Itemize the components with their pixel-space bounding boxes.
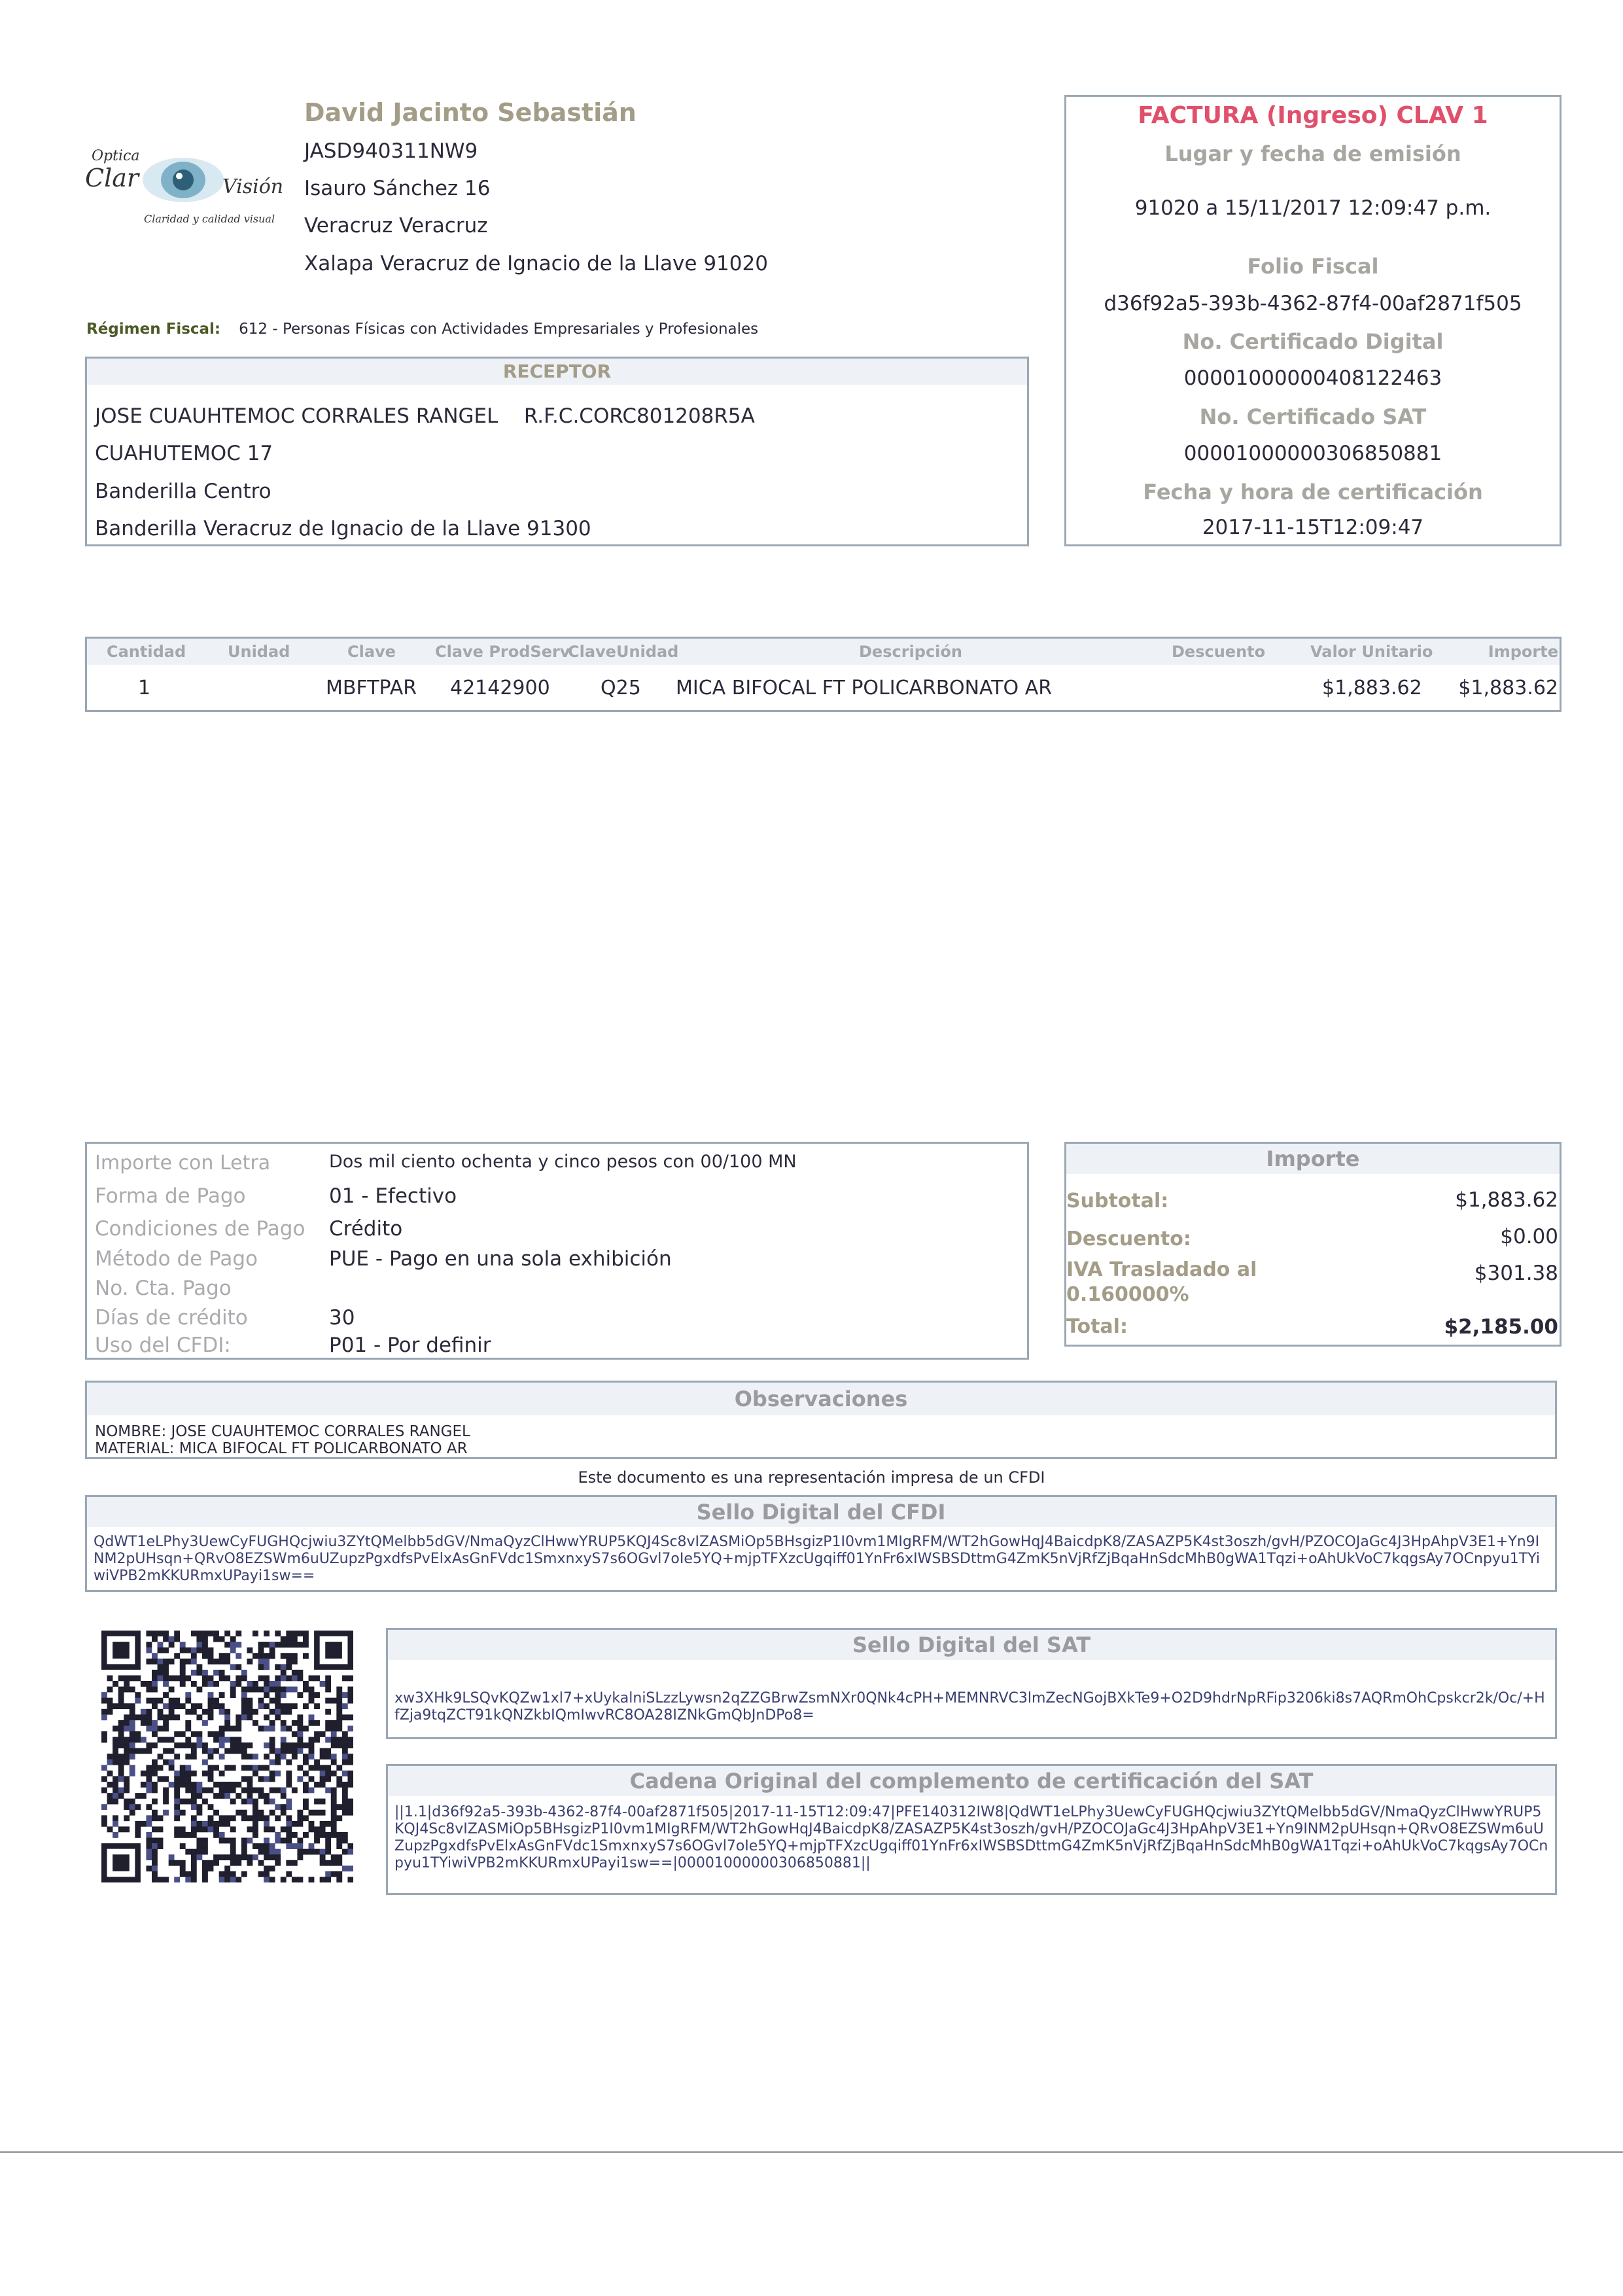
observaciones-line-1: NOMBRE: JOSE CUAUHTEMOC CORRALES RANGEL	[95, 1423, 470, 1440]
receptor-location: Banderilla Veracruz de Ignacio de la Llave 91300	[95, 517, 591, 540]
col-clave-prodserv: Clave ProdServ	[435, 643, 570, 661]
observaciones-header: Observaciones	[87, 1383, 1555, 1415]
metodo-pago-value: PUE - Pago en una sola exhibición	[329, 1247, 672, 1271]
total-label: Total:	[1066, 1315, 1128, 1338]
sello-sat-header: Sello Digital del SAT	[388, 1630, 1555, 1660]
receptor-street: CUAHUTEMOC 17	[95, 442, 273, 465]
cert-digital-value: 00001000000408122463	[1183, 366, 1442, 390]
svg-text:Clar: Clar	[85, 164, 139, 192]
regimen-label: Régimen Fiscal:	[86, 321, 221, 338]
place-date-value: 91020 a 15/11/2017 12:09:47 p.m.	[1134, 196, 1492, 220]
receptor-box	[85, 357, 1029, 546]
cert-date-value: 2017-11-15T12:09:47	[1202, 516, 1424, 539]
cert-sat-value: 00001000000306850881	[1183, 442, 1442, 465]
condiciones-label: Condiciones de Pago	[95, 1217, 305, 1241]
cuenta-pago-label: No. Cta. Pago	[95, 1277, 232, 1300]
col-importe: Importe	[1488, 643, 1558, 661]
col-descuento: Descuento	[1172, 643, 1266, 661]
cert-date-label: Fecha y hora de certificación	[1143, 480, 1483, 504]
item-descripcion: MICA BIFOCAL FT POLICARBONATO AR	[676, 677, 1053, 699]
receptor-colonia: Banderilla Centro	[95, 480, 271, 503]
descuento-label: Descuento:	[1066, 1227, 1191, 1250]
receptor-name-rfc: JOSE CUAUHTEMOC CORRALES RANGEL R.F.C.CORC801208R5A	[95, 404, 755, 428]
cadena-original-box	[386, 1764, 1557, 1895]
item-claveunidad: Q25	[601, 677, 641, 699]
item-cantidad: 1	[138, 677, 151, 699]
importe-box	[1064, 1142, 1562, 1347]
dias-credito-value: 30	[329, 1306, 355, 1330]
descuento-value: $0.00	[1500, 1225, 1558, 1248]
emitter-location: Xalapa Veracruz de Ignacio de la Llave 91020	[304, 252, 768, 275]
page-bottom-rule	[0, 2151, 1623, 2153]
importe-header: Importe	[1066, 1144, 1560, 1174]
cadena-original-header: Cadena Original del complemento de certificación del SAT	[388, 1766, 1555, 1796]
sello-cfdi-text: QdWT1eLPhy3UewCyFUGHQcjwiu3ZYtQMelbb5dGV/NmaQyzClHwwYRUP5KQJ4Sc8vIZASMiOp5BHsgizP1I0vm1MIgRFM/WT2hGowHqJ4BaicdpK8/ZASAZP5K4st3oszh/gvH/PZOCOJaGc4J3HpAhpV3E1+Yn9INM2pUHsqn+QRvO8EZSWm6uUZupzPgxdfsPvElxAsGnFVdc1SmxnxyS7s6OGvl7oIe5YQ+mjpTFXzcUgqiff01YnFr6xIWSBSDttmG4ZmK5nVjRfZjBqaHnSdcMhB0gWA1Tqzi+oAhUkVoC7kqgsAy7OCnpyu1TYiwiVPB2mKKURmxUPayi1sw==	[94, 1534, 1541, 1584]
importe-letra-label: Importe con Letra	[95, 1152, 271, 1174]
receptor-header: RECEPTOR	[87, 359, 1027, 385]
invoice-title: FACTURA (Ingreso) CLAV 1	[1138, 102, 1488, 129]
subtotal-value: $1,883.62	[1455, 1188, 1558, 1212]
emitter-rfc: JASD940311NW9	[304, 139, 478, 163]
qr-code	[101, 1631, 353, 1882]
items-table	[85, 637, 1562, 712]
metodo-pago-label: Método de Pago	[95, 1247, 258, 1271]
item-prodserv: 42142900	[450, 677, 550, 699]
emitter-name: David Jacinto Sebastián	[304, 98, 637, 127]
col-unidad: Unidad	[228, 643, 290, 661]
iva-label-2: 0.160000%	[1066, 1283, 1189, 1306]
col-valor-unitario: Valor Unitario	[1310, 643, 1433, 661]
emitter-city: Veracruz Veracruz	[304, 214, 488, 238]
payment-box	[85, 1142, 1029, 1360]
iva-label-1: IVA Trasladado al	[1066, 1258, 1257, 1281]
item-clave: MBFTPAR	[326, 677, 417, 699]
cert-sat-label: No. Certificado SAT	[1199, 404, 1427, 429]
item-importe: $1,883.62	[1458, 677, 1558, 699]
observaciones-line-2: MATERIAL: MICA BIFOCAL FT POLICARBONATO AR	[95, 1440, 468, 1457]
cadena-original-text: ||1.1|d36f92a5-393b-4362-87f4-00af2871f505|2017-11-15T12:09:47|PFE140312IW8|QdWT1eLPhy3UewCyFUGHQcjwiu3ZYtQMelbb5dGV/NmaQyzClHwwYRUP5KQJ4Sc8vIZASMiOp5BHsgizP1I0vm1MIgRFM/WT2hGowHqJ4BaicdpK8/ZASAZP5K4st3oszh/gvH/PZOCOJaGc4J3HpAhpV3E1+Yn9INM2pUHsqn+QRvO8EZSWm6uUZupzPgxdfsPvElxAsGnFVdc1SmxnxyS7s6OGvl7oIe5YQ+mjpTFXzcUgqiff01YnFr6xIWSBSDttmG4ZmK5nVjRfZjBqaHnSdcMhB0gWA1Tqzi+oAhUkVoC7kqgsAy7OCnpyu1TYiwiVPB2mKKURmxUPayi1sw==|00001000000306850881||	[394, 1804, 1548, 1871]
svg-text:Optica: Optica	[92, 148, 140, 164]
col-cantidad: Cantidad	[107, 643, 186, 661]
forma-pago-value: 01 - Efectivo	[329, 1184, 457, 1208]
folio-value: d36f92a5-393b-4362-87f4-00af2871f505	[1104, 292, 1522, 315]
col-clave: Clave	[347, 643, 396, 661]
place-date-label: Lugar y fecha de emisión	[1164, 141, 1461, 166]
col-descripcion: Descripción	[859, 643, 962, 661]
cert-digital-label: No. Certificado Digital	[1182, 329, 1444, 354]
sello-cfdi-header: Sello Digital del CFDI	[87, 1497, 1555, 1527]
sello-cfdi-box	[85, 1495, 1557, 1592]
sello-sat-text: xw3XHk9LSQvKQZw1xl7+xUykalniSLzzLywsn2qZZGBrwZsmNXr0QNk4cPH+MEMNRVC3lmZecNGojBXkTe9+O2D9hdrNpRFip3206ki8s7AQRmOhCpskcr2k/Oc/+HfZja9tqZCT91kQNZkbIQmIwvRC8OA28IZNkGmQbJnDPo8=	[394, 1690, 1545, 1723]
item-valor-unitario: $1,883.62	[1322, 677, 1422, 699]
uso-cfdi-label: Uso del CFDI:	[95, 1333, 231, 1357]
emitter-street: Isauro Sánchez 16	[304, 177, 491, 200]
iva-value: $301.38	[1474, 1262, 1558, 1285]
importe-letra-value: Dos mil ciento ochenta y cinco pesos con 00/100 MN	[329, 1152, 797, 1172]
observaciones-box	[85, 1381, 1557, 1459]
svg-text:Claridad y calidad visual: Claridad y calidad visual	[144, 213, 275, 225]
total-value: $2,185.00	[1444, 1315, 1558, 1339]
cfdi-note: Este documento es una representación impresa de un CFDI	[578, 1468, 1045, 1487]
regimen-fiscal	[86, 321, 758, 338]
company-logo	[85, 141, 301, 232]
uso-cfdi-value: P01 - Por definir	[329, 1333, 491, 1357]
condiciones-value: Crédito	[329, 1217, 403, 1241]
svg-text:Visión: Visión	[222, 175, 284, 198]
subtotal-label: Subtotal:	[1066, 1190, 1169, 1212]
forma-pago-label: Forma de Pago	[95, 1184, 246, 1208]
dias-credito-label: Días de crédito	[95, 1306, 248, 1330]
invoice-info-box	[1064, 95, 1562, 546]
folio-label: Folio Fiscal	[1247, 254, 1379, 279]
sello-sat-box	[386, 1628, 1557, 1739]
col-clave-unidad: ClaveUnidad	[568, 643, 679, 661]
regimen-value: 612 - Personas Físicas con Actividades Empresariales y Profesionales	[239, 321, 759, 338]
